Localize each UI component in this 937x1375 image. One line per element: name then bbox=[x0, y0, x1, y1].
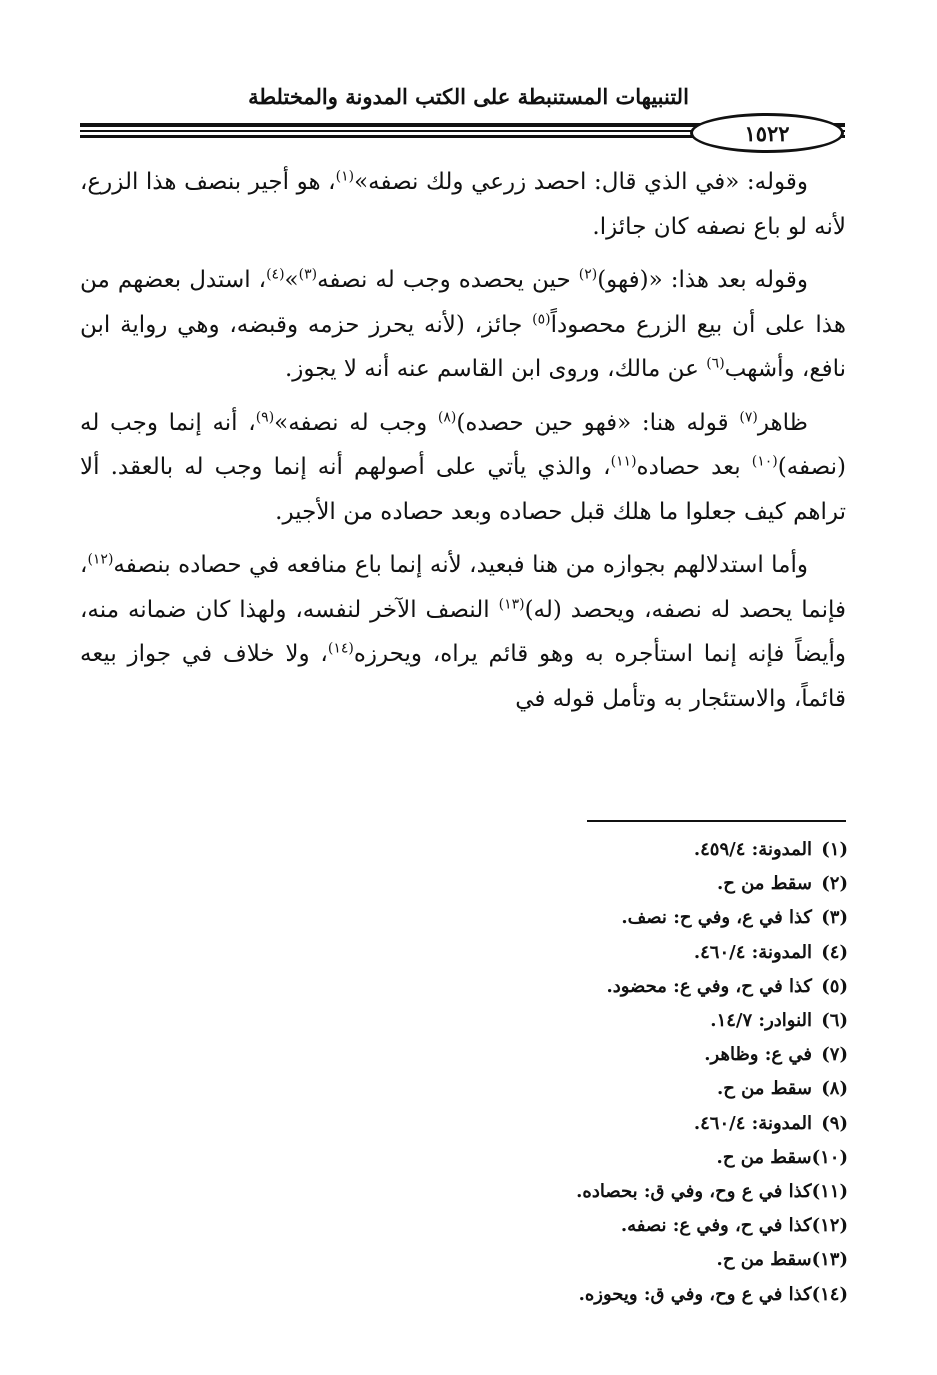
text-run: جائز، (لأنه يحرز حزمه وقبضه، وهي رواية ابن نافع، وأشهب bbox=[80, 311, 846, 382]
footnote-marker: (٥) bbox=[532, 310, 551, 327]
footnote-text: المدونة: ٤٥٩/٤. bbox=[693, 839, 812, 860]
footnote-item bbox=[200, 1038, 848, 1072]
footnote-marker: (٢) bbox=[578, 266, 598, 283]
footnote-number: (١١) bbox=[811, 1181, 848, 1203]
footnote-item bbox=[200, 1175, 848, 1209]
footnote-marker: (١٤) bbox=[327, 640, 354, 657]
footnote-marker: (١٢) bbox=[87, 551, 114, 568]
text-run: عن مالك، وروى ابن القاسم عنه أنه لا يجوز. bbox=[284, 356, 707, 382]
footnote-separator bbox=[587, 820, 846, 822]
footnote-marker: (٦) bbox=[706, 355, 725, 372]
footnote-text: كذا في ع، وفي ح: نصف. bbox=[621, 907, 812, 929]
text-run: ، والذي يأتي على أصولهم أنه إنما وجب له بالعقد. ألا تراهم كيف جعلوا ما هلك قبل حصاده وبعد حصاده من الأجير. bbox=[80, 454, 846, 525]
footnote-marker: (١٣) bbox=[498, 595, 525, 612]
text-run: وقوله بعد هذا: «(فهو) bbox=[597, 267, 808, 293]
text-run: حين يحصده وجب له نصفه bbox=[317, 267, 579, 293]
footnote-number: (٧) bbox=[821, 1044, 848, 1066]
footnote-item bbox=[200, 1278, 848, 1312]
footnote-text: كذا في ح، وفي ع: محضود. bbox=[606, 975, 812, 997]
footnote-number: (٥) bbox=[821, 975, 848, 997]
footnote-text: سقط من ح. bbox=[716, 873, 812, 895]
text-run: قوله هنا: «فهو حين حصده) bbox=[456, 409, 740, 436]
footnote-item bbox=[200, 1004, 848, 1038]
main-text bbox=[80, 160, 846, 730]
footnote-number: (٨) bbox=[821, 1078, 848, 1100]
paragraph bbox=[80, 543, 846, 721]
text-run: » bbox=[284, 267, 299, 293]
text-run: ظاهر bbox=[757, 409, 808, 436]
text-run: ، استدل بعضهم من هذا على أن بيع الزرع محصوداً bbox=[80, 267, 846, 338]
footnote-item bbox=[200, 867, 848, 901]
footnote-item bbox=[200, 1209, 848, 1243]
footnote-marker: (٩) bbox=[255, 408, 275, 425]
footnote-number: (١) bbox=[821, 839, 848, 860]
footnote-number: (٢) bbox=[821, 873, 848, 895]
footnote-item bbox=[200, 833, 848, 867]
footnote-item bbox=[200, 1243, 848, 1277]
footnote-number: (٣) bbox=[821, 907, 848, 929]
text-run: ، فإنما يحصد له نصفه، ويحصد (له) bbox=[80, 552, 847, 623]
running-title: التنبيهات المستنبطة على الكتب المدونة والمختلطة bbox=[248, 84, 689, 109]
footnote-text: المدونة: ٤٦٠/٤. bbox=[693, 941, 812, 963]
footnote-marker: (٨) bbox=[437, 408, 457, 425]
footnote-number: (١٢) bbox=[811, 1215, 848, 1237]
footnote-text: المدونة: ٤٦٠/٤. bbox=[693, 1112, 812, 1134]
page-number: ١٥٢٢ bbox=[690, 113, 844, 153]
footnote-text: سقط من ح. bbox=[716, 1146, 812, 1168]
footnote-number: (١٣) bbox=[811, 1249, 848, 1271]
footnote-text: في ع: وظاهر. bbox=[704, 1044, 812, 1066]
text-run: وقوله: «في الذي قال: احصد زرعي ولك نصفه» bbox=[354, 169, 808, 195]
text-run: ، ولا خلاف في جواز بيعه قائماً، والاستئجار به وتأمل قوله في bbox=[80, 641, 846, 712]
footnote-item bbox=[200, 1107, 848, 1141]
footnote-item bbox=[200, 970, 848, 1004]
footnote-number: (١٤) bbox=[811, 1283, 848, 1305]
footnote-marker: (١٠) bbox=[751, 453, 778, 470]
footnote-marker: (٧) bbox=[739, 408, 758, 425]
text-run: ، أنه إنما وجب له (نصفه) bbox=[80, 409, 846, 480]
paragraph bbox=[80, 160, 846, 249]
footnote-item bbox=[200, 1072, 848, 1106]
footnote-text: سقط من ح. bbox=[716, 1249, 812, 1271]
footnote-marker: (٤) bbox=[266, 266, 285, 283]
text-run: النصف الآخر لنفسه، ولهذا كان ضمانه منه، وأيضاً فإنه إنما استأجره به وهو قائم يراه، ويحرزه bbox=[80, 596, 846, 667]
text-run: بعد حصاده bbox=[636, 454, 752, 480]
footnote-number: (٦) bbox=[821, 1010, 848, 1032]
footnote-text: كذا في ح، وفي ع: نصفه. bbox=[620, 1215, 812, 1237]
footnote-number: (١٠) bbox=[811, 1146, 848, 1168]
footnote-number: (٩) bbox=[821, 1112, 848, 1134]
footnote-text: سقط من ح. bbox=[716, 1078, 812, 1100]
footnote-marker: (١) bbox=[335, 168, 355, 185]
text-run: وأما استدلالهم بجوازه من هنا فبعيد، لأنه إنما باع منافعه في حصاده بنصفه bbox=[113, 552, 808, 578]
footnote-marker: (٣) bbox=[298, 266, 318, 283]
paragraph bbox=[80, 401, 846, 535]
footnote-marker: (١١) bbox=[610, 453, 637, 470]
footnote-item bbox=[200, 1141, 848, 1175]
footnote-number: (٤) bbox=[821, 941, 848, 963]
footnotes bbox=[200, 833, 848, 1312]
footnote-item bbox=[200, 901, 848, 935]
paragraph bbox=[80, 258, 846, 392]
text-run: وجب له نصفه» bbox=[274, 409, 438, 436]
footnote-text: النوادر: ١٤/٧. bbox=[710, 1010, 812, 1032]
footnote-text: كذا في ع وح، وفي ق: ويحوزه. bbox=[578, 1283, 812, 1305]
text-run: ، هو أجير بنصف هذا الزرع، لأنه لو باع نصفه كان جائزا. bbox=[80, 169, 846, 240]
footnote-text: كذا في ع وح، وفي ق: بحصاده. bbox=[576, 1181, 812, 1203]
footnote-item bbox=[200, 936, 848, 970]
